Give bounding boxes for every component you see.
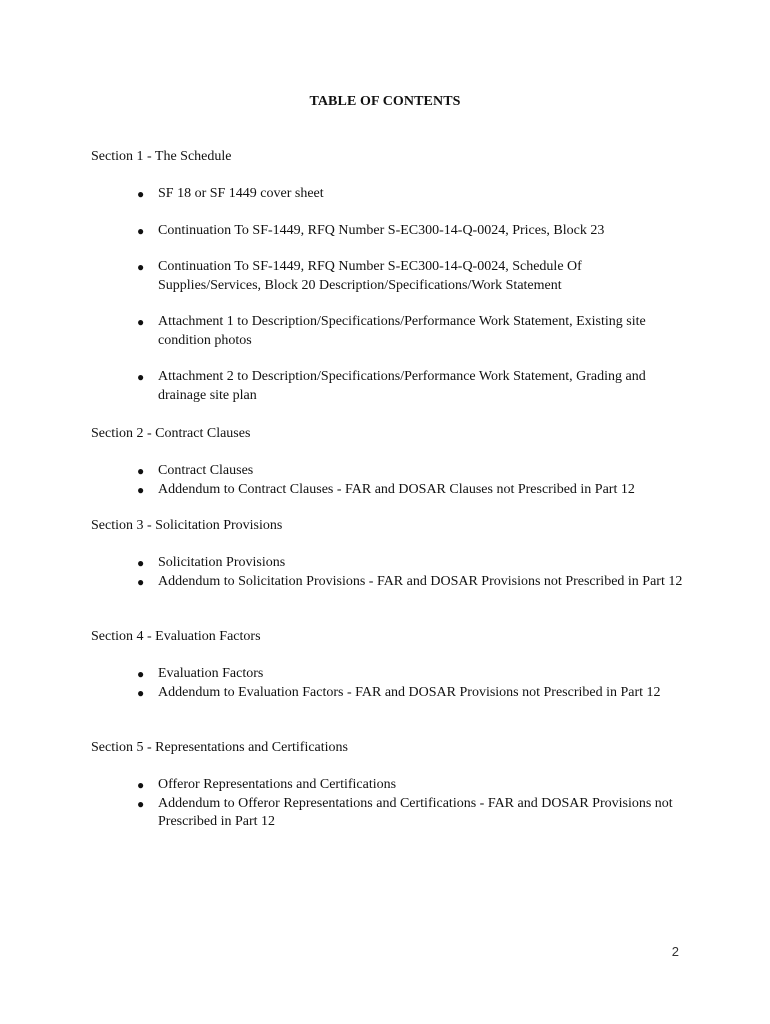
list-item-text: Solicitation Provisions <box>158 555 286 570</box>
bullet-icon: ● <box>137 685 145 700</box>
list-item-text: Attachment 2 to Description/Specifications/Performance Work Statement, Grading and drainage site plan <box>158 369 646 403</box>
list-item-text: Addendum to Contract Clauses - FAR and DOSAR Clauses not Prescribed in Part 12 <box>158 481 635 497</box>
list-item-text: Addendum to Offeror Representations and Certifications - FAR and DOSAR Provisions not Prescribed in Part 12 <box>158 795 673 829</box>
bullet-icon: ● <box>137 315 145 329</box>
section-heading: Section 2 - Contract Clauses <box>91 426 251 441</box>
list-item <box>91 665 691 684</box>
list-item-text: Attachment 1 to Description/Specifications/Performance Work Statement, Existing site condition photos <box>158 314 646 348</box>
section-4-list <box>91 665 691 702</box>
list-item <box>91 684 678 703</box>
bullet-icon: ● <box>137 187 145 201</box>
list-item <box>91 368 678 405</box>
bullet-icon: ● <box>137 464 145 478</box>
section-heading: Section 4 - Evaluation Factors <box>91 629 261 644</box>
bullet-icon: ● <box>137 556 145 570</box>
page-number: 2 <box>671 944 679 959</box>
list-item <box>91 481 691 500</box>
section-heading: Section 5 - Representations and Certifications <box>91 740 348 755</box>
list-item-text: Addendum to Evaluation Factors - FAR and DOSAR Provisions not Prescribed in Part 12 <box>158 684 661 700</box>
list-item <box>91 185 691 204</box>
list-item-text: Offeror Representations and Certifications <box>158 777 397 792</box>
bullet-icon: ● <box>137 574 145 589</box>
section-heading: Section 3 - Solicitation Provisions <box>91 518 283 533</box>
bullet-icon: ● <box>137 796 145 811</box>
bullet-icon: ● <box>137 370 145 384</box>
section-5-list <box>91 776 691 832</box>
list-item <box>91 258 628 295</box>
bullet-icon: ● <box>137 260 145 274</box>
section-1 <box>91 148 691 405</box>
bullet-icon: ● <box>137 482 145 497</box>
section-heading: Section 1 - The Schedule <box>91 149 232 164</box>
bullet-icon: ● <box>137 667 145 681</box>
section-1-list <box>91 185 691 405</box>
list-item <box>91 462 691 481</box>
section-3-list <box>91 554 691 591</box>
section-2-list <box>91 462 691 499</box>
bullet-icon: ● <box>137 778 145 792</box>
list-item <box>91 222 691 241</box>
list-item <box>91 795 698 832</box>
section-5 <box>91 739 691 832</box>
list-item <box>91 313 678 350</box>
list-item-text: SF 18 or SF 1449 cover sheet <box>158 186 324 201</box>
list-item-text: Contract Clauses <box>158 463 254 478</box>
section-3 <box>91 517 691 591</box>
list-item-text: Continuation To SF-1449, RFQ Number S-EC300-14-Q-0024, Prices, Block 23 <box>158 222 605 238</box>
list-item <box>91 554 691 573</box>
list-item-text: Continuation To SF-1449, RFQ Number S-EC300-14-Q-0024, Schedule Of Supplies/Services, Block 20 Description/Specifications/Work Statement <box>158 259 582 293</box>
list-item <box>91 573 698 592</box>
list-item-text: Addendum to Solicitation Provisions - FAR and DOSAR Provisions not Prescribed in Part 12 <box>158 573 683 589</box>
page-title: TABLE OF CONTENTS <box>309 94 461 109</box>
list-item-text: Evaluation Factors <box>158 666 264 681</box>
section-2 <box>91 425 691 499</box>
list-item <box>91 776 691 795</box>
section-4 <box>91 628 691 702</box>
bullet-icon: ● <box>137 223 145 238</box>
